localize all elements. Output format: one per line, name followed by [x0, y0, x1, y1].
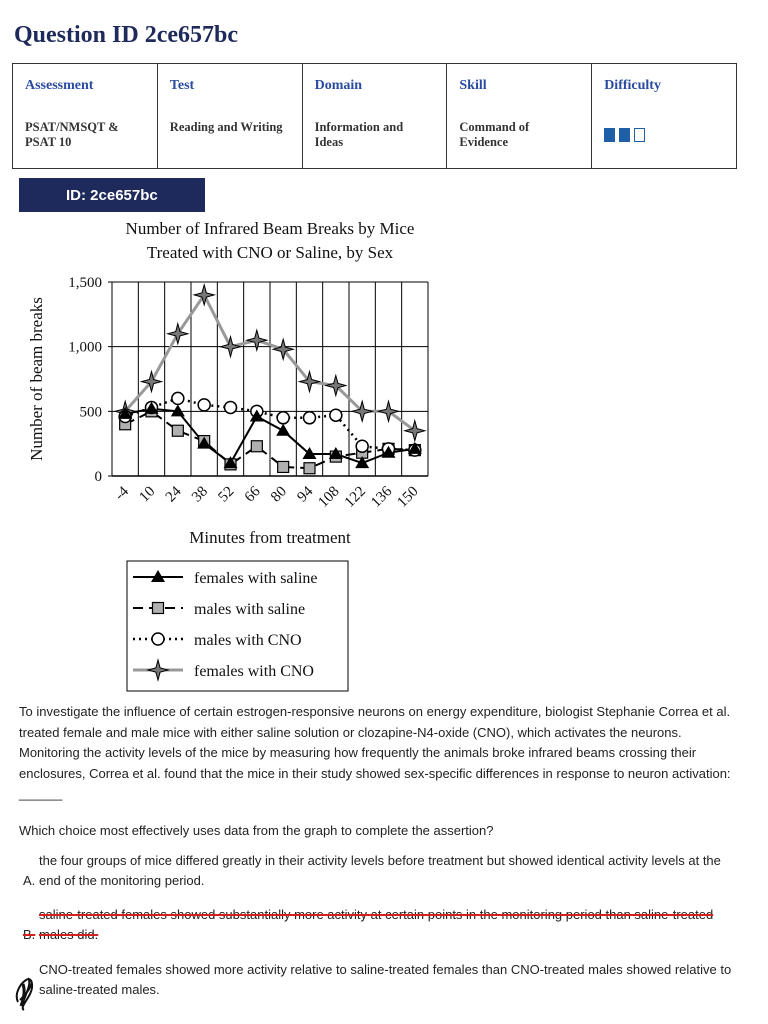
data-point-males-with-CNO: [330, 409, 342, 421]
page-title: Question ID 2ce657bc: [14, 22, 238, 48]
chart-title-line-2: Treated with CNO or Saline, by Sex: [146, 243, 394, 262]
meta-domain: [303, 64, 448, 168]
passage-text: To investigate the influence of certain estrogen-responsive neurons on energy expenditure, biologist Stephanie Correa et al. treated female and male mice with either saline solution or clozapine-N4-oxide (CNO), which activates the neurons. Monitoring the activity levels of the mice by measuring how frequently the animals broke infrared beams crossing their enclosures, Correa et al. found that the mice in their study showed sex-specific differences in response to neuron activation:: [19, 704, 731, 781]
x-tick-label: 10: [136, 483, 159, 506]
meta-skill-value: Command of Evidence: [459, 120, 530, 149]
data-point-males-with-CNO: [277, 412, 289, 424]
choice-b-letter: B.: [23, 927, 36, 942]
data-point-males-with-CNO: [356, 440, 368, 452]
data-point-males-with-saline: [251, 441, 262, 452]
legend-label: females with CNO: [194, 663, 314, 680]
beam-breaks-line-chart: [0, 214, 768, 696]
data-point-males-with-CNO: [225, 401, 237, 413]
difficulty-bar-2: [619, 128, 630, 142]
x-tick-label: -4: [111, 483, 132, 504]
data-point-females-with-saline: [276, 424, 290, 436]
y-tick-label: 1,000: [68, 339, 102, 356]
data-point-males-with-saline: [278, 461, 289, 472]
question-metadata-table: [12, 63, 737, 169]
x-tick-label: 52: [215, 483, 238, 506]
meta-skill-label: Skill: [459, 78, 487, 93]
y-tick-label: 1,500: [68, 275, 102, 291]
meta-difficulty: [592, 64, 736, 168]
y-tick-label: 0: [94, 469, 102, 485]
choice-c-text: CNO-treated females showed more activity relative to saline-treated females than CNO-treated males showed relative to saline-treated males.: [39, 962, 732, 997]
difficulty-bar-1: [604, 128, 615, 142]
meta-test-label: Test: [169, 78, 195, 93]
data-point-males-with-CNO: [304, 412, 316, 424]
passage: [19, 702, 744, 805]
legend-marker: [152, 633, 164, 645]
difficulty-indicator: [604, 128, 724, 142]
data-point-males-with-saline: [304, 463, 315, 474]
x-tick-label: 150: [394, 483, 422, 511]
x-tick-label: 66: [241, 483, 264, 506]
x-tick-label: 136: [368, 483, 396, 511]
y-tick-label: 500: [79, 404, 102, 421]
chart-title-line-1: Number of Infrared Beam Breaks by Mice: [125, 219, 415, 238]
passage-blank: ______: [19, 786, 63, 801]
question-id-badge: ID: 2ce657bc: [19, 178, 205, 212]
x-tick-label: 80: [268, 483, 290, 506]
x-tick-label: 94: [294, 483, 317, 506]
data-point-females-with-CNO: [247, 330, 267, 350]
meta-assessment: [13, 64, 158, 168]
legend-label: females with saline: [194, 570, 318, 587]
meta-test-value: Reading and Writing: [169, 120, 283, 134]
meta-assessment-value: PSAT/NMSQT & PSAT 10: [25, 120, 119, 149]
x-axis-label: Minutes from treatment: [189, 528, 351, 547]
choice-a-letter: A.: [23, 873, 36, 888]
difficulty-bar-3: [634, 128, 645, 142]
x-tick-label: 108: [315, 483, 343, 511]
question-prompt: Which choice most effectively uses data from the graph to complete the assertion?: [19, 823, 494, 838]
data-point-males-with-CNO: [172, 392, 184, 404]
data-point-females-with-CNO: [194, 285, 214, 305]
data-point-males-with-saline: [172, 425, 183, 436]
pen-scribble-mark: [12, 972, 40, 1012]
choice-a[interactable]: [23, 851, 743, 891]
data-point-males-with-CNO: [198, 399, 210, 411]
x-tick-label: 24: [162, 483, 185, 506]
meta-domain-value: Information and Ideas: [314, 120, 404, 149]
legend-marker: [153, 603, 164, 614]
meta-test: [158, 64, 303, 168]
data-point-females-with-CNO: [221, 337, 241, 357]
y-axis-label: Number of beam breaks: [27, 297, 46, 461]
legend-label: males with CNO: [194, 632, 302, 649]
x-tick-label: 38: [189, 483, 211, 506]
choice-c[interactable]: [23, 960, 743, 1000]
data-point-females-with-CNO: [168, 324, 188, 344]
choice-b-text: saline-treated females showed substantially more activity at certain points in the monitoring period than saline-treated males did.: [39, 907, 714, 942]
choice-a-text: the four groups of mice differed greatly in their activity levels before treatment but showed identical activity levels at the end of the monitoring period.: [39, 853, 721, 888]
meta-skill: [447, 64, 592, 168]
choice-b[interactable]: [23, 905, 743, 945]
legend-label: males with saline: [194, 601, 306, 618]
meta-difficulty-label: Difficulty: [604, 78, 661, 93]
meta-domain-label: Domain: [314, 78, 363, 93]
meta-assessment-label: Assessment: [25, 78, 94, 93]
x-tick-label: 122: [341, 483, 369, 511]
